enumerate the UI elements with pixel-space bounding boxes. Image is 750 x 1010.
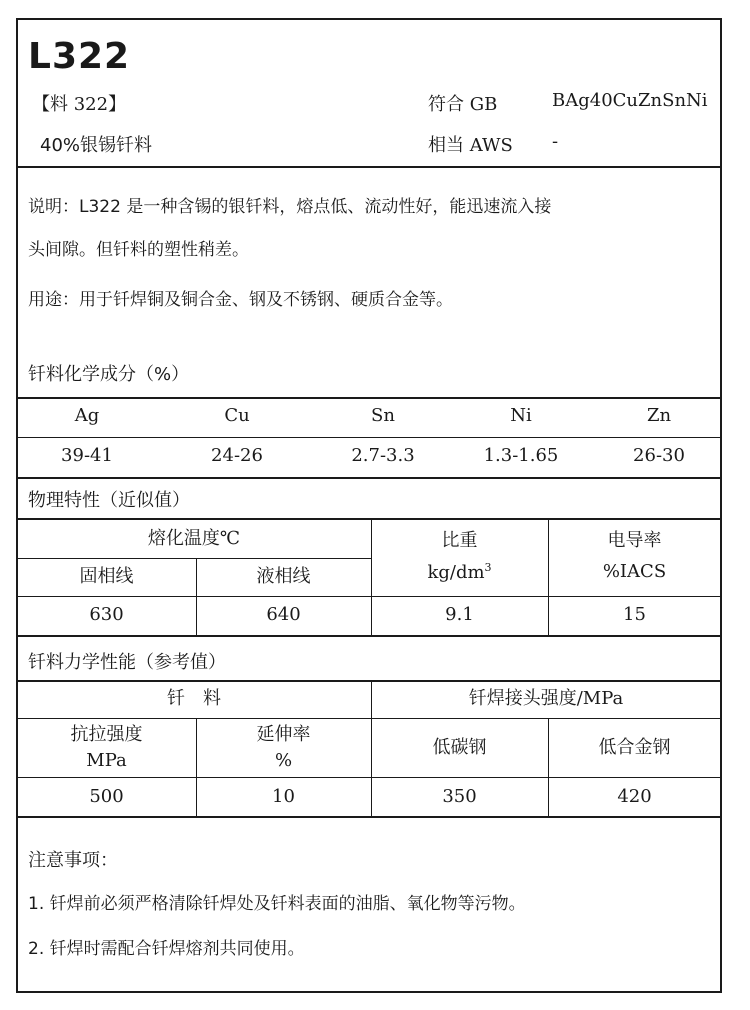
- product-title: L322: [28, 36, 131, 77]
- composition-value-ni: 1.3-1.65: [483, 445, 559, 466]
- product-code: 【料 322】: [32, 94, 127, 115]
- description-label: 说明：: [28, 197, 79, 217]
- conductivity-unit: %IACS: [602, 561, 667, 582]
- density-unit-sup: 3: [484, 561, 492, 574]
- liquidus-label: 液相线: [256, 566, 311, 587]
- physical-table-top: [17, 518, 721, 520]
- elongation-unit: %: [274, 750, 293, 771]
- filler-label: 钎 料: [167, 688, 221, 709]
- solidus-value: 630: [89, 604, 124, 625]
- description-text-1: L322 是一种含锡的银钎料，熔点低、流动性好，能迅速流入接: [79, 197, 552, 217]
- mechanical-value-divider: [17, 777, 721, 778]
- gb-value: BAg40CuZnSnNi: [552, 90, 708, 111]
- density-unit-text: kg/dm: [427, 562, 485, 583]
- composition-value-zn: 26-30: [633, 445, 685, 466]
- mechanical-title: 钎料力学性能（参考值）: [28, 652, 226, 673]
- aws-label: 相当 AWS: [428, 135, 513, 156]
- composition-header-ni: Ni: [510, 405, 532, 426]
- description-line-1: [28, 192, 551, 217]
- low-alloy-steel-label: 低合金钢: [598, 737, 671, 758]
- composition-value-ag: 39-41: [61, 445, 113, 466]
- note-item-2: 2. 钎焊时需配合钎焊熔剂共同使用。: [28, 939, 305, 959]
- gb-label: 符合 GB: [428, 94, 498, 115]
- composition-value-sn: 2.7-3.3: [351, 445, 415, 466]
- usage-line: [28, 285, 453, 310]
- elongation-label: 延伸率: [256, 724, 311, 745]
- notes-title: 注意事项：: [28, 850, 118, 871]
- composition-value-cu: 24-26: [211, 445, 263, 466]
- low-carbon-steel-label: 低碳钢: [432, 737, 487, 758]
- composition-header-sn: Sn: [371, 405, 395, 426]
- mechanical-header-divider: [17, 718, 721, 719]
- tensile-strength-value: 500: [89, 786, 124, 807]
- joint-strength-label: 钎焊接头强度/MPa: [468, 688, 624, 709]
- elongation-header: [196, 722, 371, 774]
- tensile-strength-label: 抗拉强度: [70, 724, 143, 745]
- mechanical-section-divider: [17, 635, 721, 637]
- mechanical-table-top: [17, 680, 721, 682]
- density-unit: [371, 561, 548, 584]
- liquidus-value: 640: [266, 604, 301, 625]
- mechanical-table-bottom: [17, 816, 721, 818]
- usage-text: 用于钎焊铜及铜合金、钢及不锈钢、硬质合金等。: [79, 290, 453, 310]
- conductivity-value: 15: [623, 604, 646, 625]
- note-item-1: 1. 钎焊前必须严格清除钎焊处及钎料表面的油脂、氧化物等污物。: [28, 894, 526, 914]
- product-name: 40%银锡钎料: [40, 135, 153, 156]
- physical-title: 物理特性（近似值）: [28, 490, 190, 511]
- melting-temp-label: 熔化温度℃: [147, 528, 241, 549]
- usage-label: 用途：: [28, 290, 79, 310]
- physical-section-divider: [17, 477, 721, 479]
- conductivity-label: 电导率: [607, 530, 662, 551]
- solidus-label: 固相线: [79, 566, 134, 587]
- composition-header-zn: Zn: [646, 405, 672, 426]
- composition-header-ag: Ag: [74, 405, 100, 426]
- aws-value: -: [552, 131, 559, 152]
- density-label: 比重: [441, 530, 478, 551]
- header-divider: [17, 166, 721, 168]
- composition-top-border: [17, 397, 721, 399]
- tensile-strength-unit: MPa: [86, 750, 127, 771]
- low-alloy-steel-value: 420: [617, 786, 652, 807]
- description-text-2: 头间隙。但钎料的塑性稍差。: [28, 240, 249, 260]
- elongation-value: 10: [272, 786, 295, 807]
- low-carbon-steel-value: 350: [442, 786, 477, 807]
- composition-header-cu: Cu: [224, 405, 250, 426]
- composition-row-divider: [17, 437, 721, 438]
- tensile-strength-header: [17, 722, 196, 774]
- composition-title: 钎料化学成分（%）: [28, 364, 190, 385]
- physical-value-divider: [17, 596, 721, 597]
- physical-melting-divider: [17, 558, 371, 559]
- density-value: 9.1: [445, 604, 474, 625]
